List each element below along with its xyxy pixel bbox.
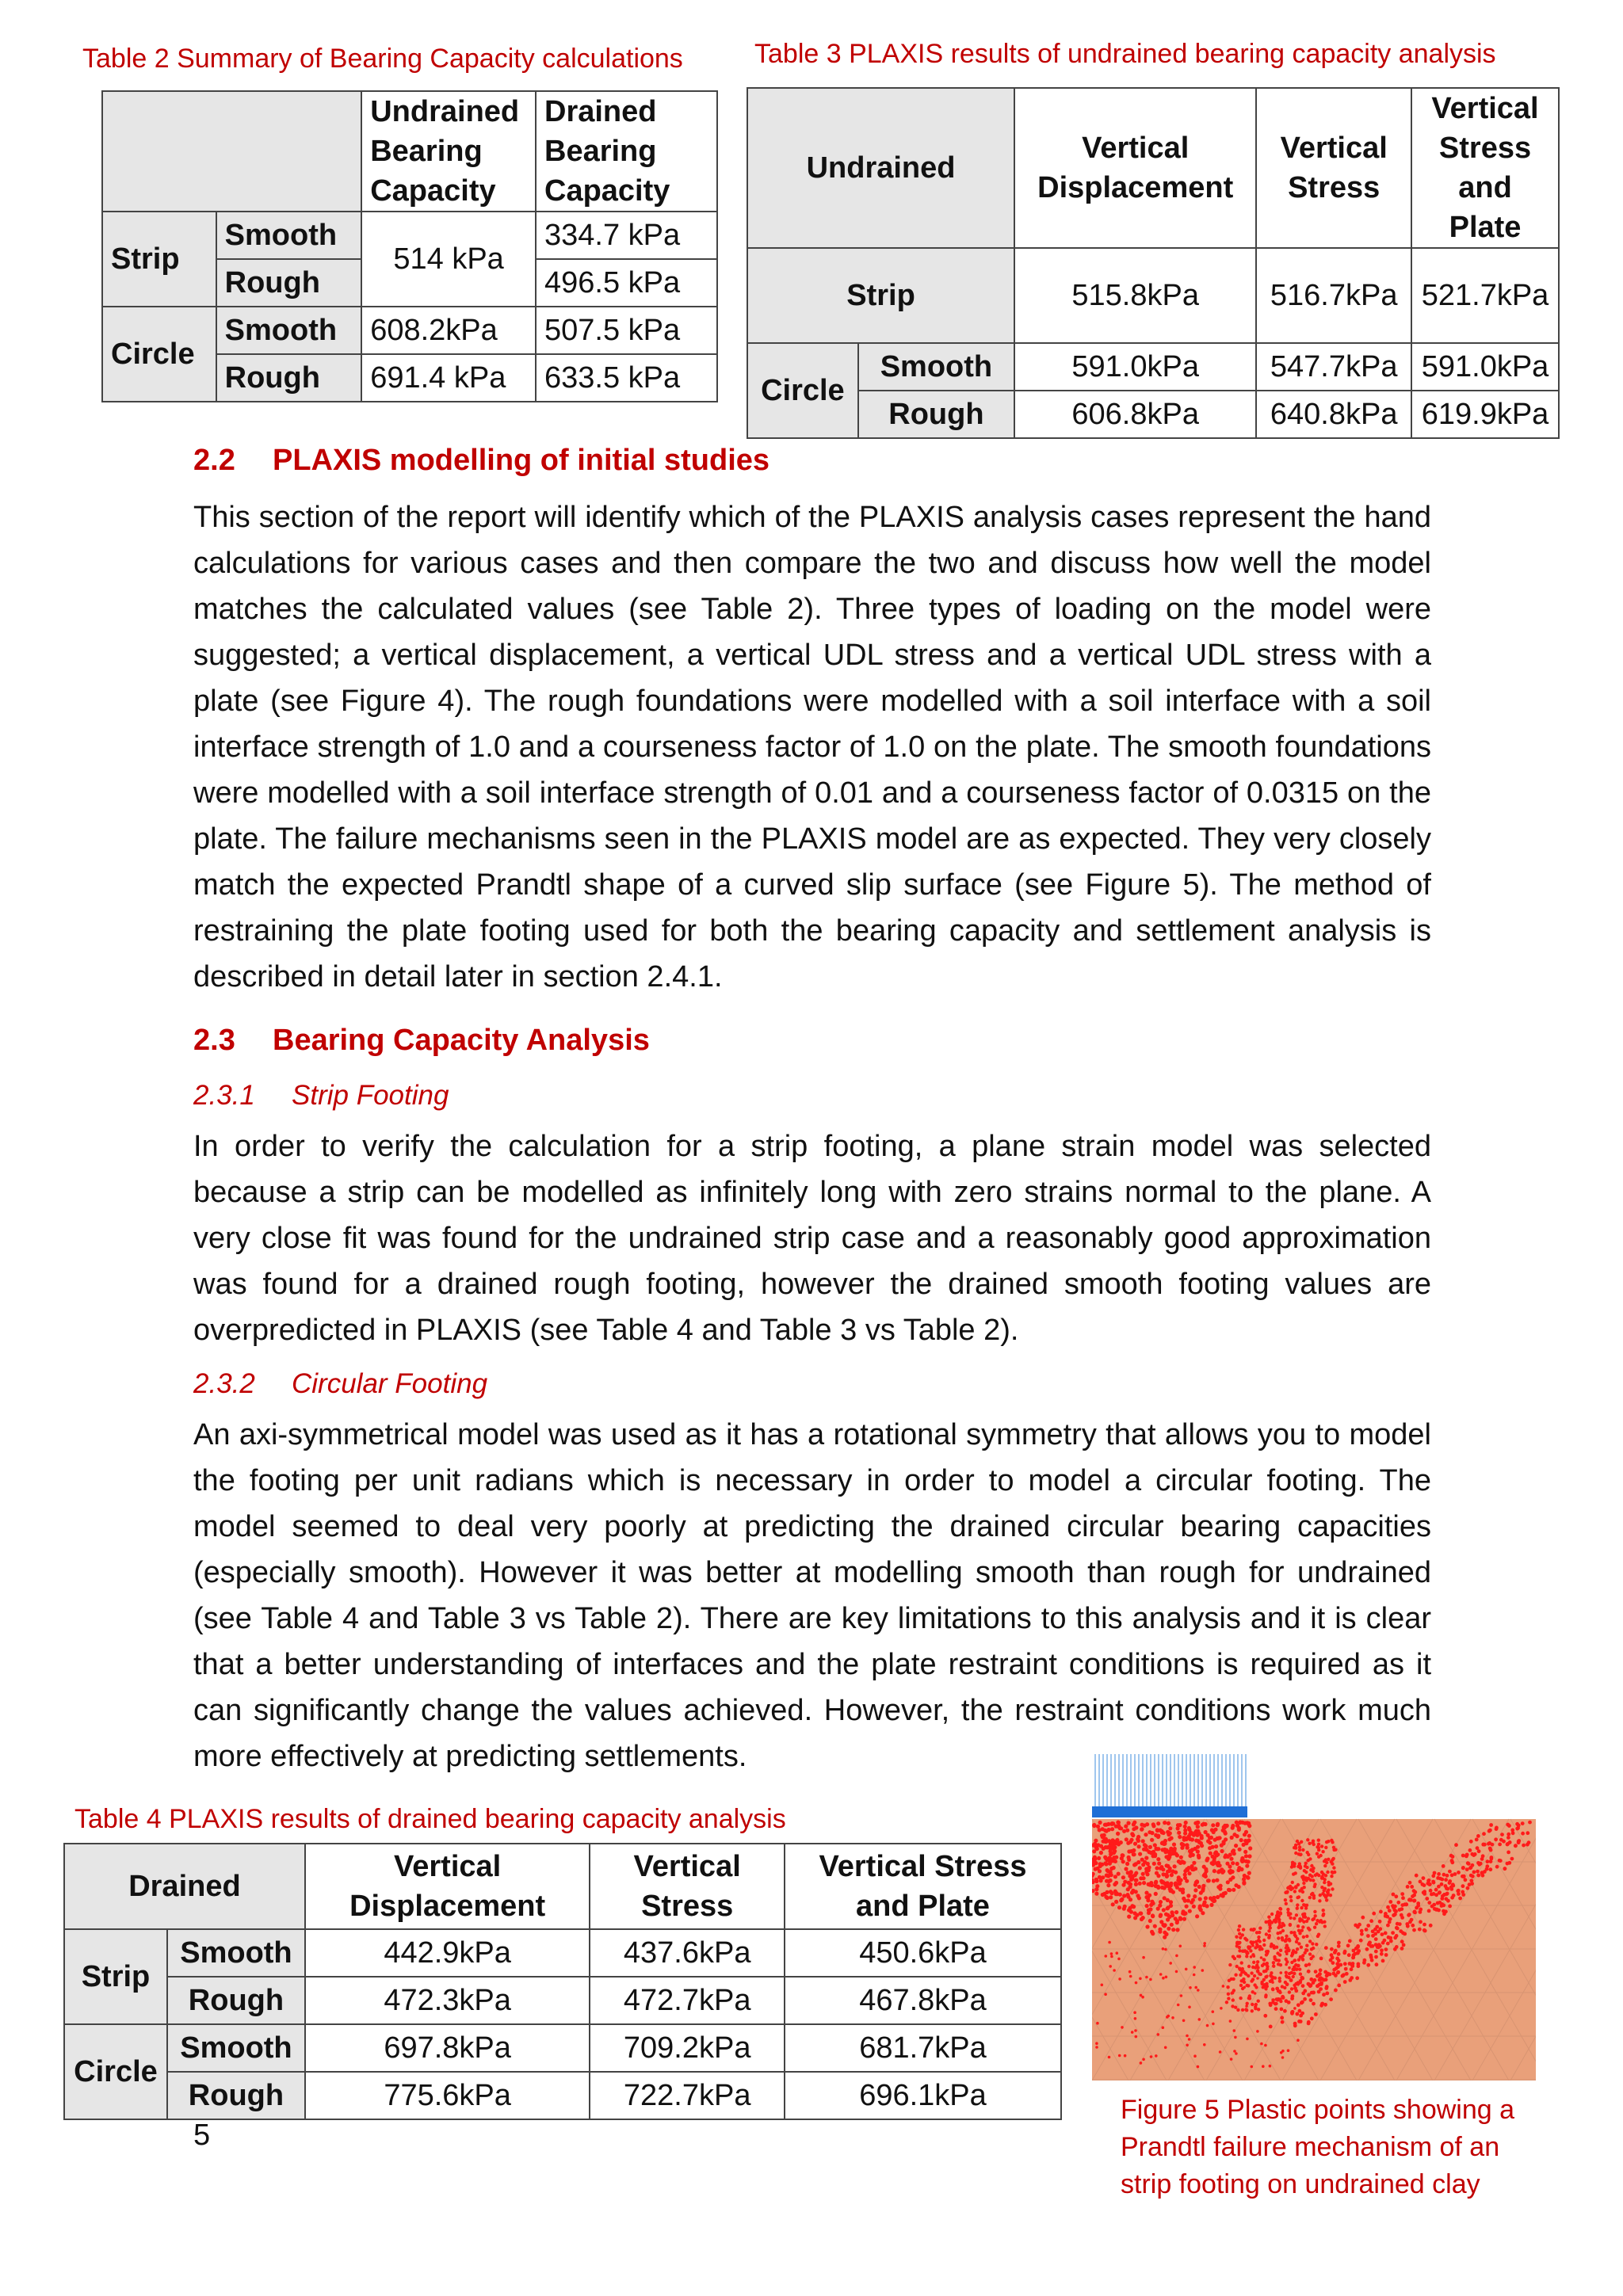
table2-cell: 496.5 kPa bbox=[536, 259, 717, 307]
table2-cell: 608.2kPa bbox=[361, 307, 536, 354]
table4-corner: Drained bbox=[64, 1844, 305, 1929]
table4-row-label: Smooth bbox=[167, 2024, 305, 2072]
table4-cell: 709.2kPa bbox=[590, 2024, 785, 2072]
page-number: 5 bbox=[193, 2119, 211, 2152]
table2 bbox=[101, 90, 718, 402]
table2-cell: 507.5 kPa bbox=[536, 307, 717, 354]
table3-cell: 515.8kPa bbox=[1014, 248, 1256, 343]
table4-cell: 437.6kPa bbox=[590, 1929, 785, 1977]
table4-group-label: Strip bbox=[64, 1929, 167, 2024]
subsection-title: Circular Footing bbox=[292, 1368, 488, 1399]
table4-col-header: Vertical Stress bbox=[590, 1844, 785, 1929]
footing-plate bbox=[1092, 1806, 1247, 1817]
table3-cell: 640.8kPa bbox=[1256, 391, 1411, 438]
table2-col-header: Drained Bearing Capacity bbox=[536, 91, 717, 212]
subsection-number: 2.3.1 bbox=[193, 1080, 255, 1111]
subsection-number: 2.3.2 bbox=[193, 1368, 255, 1399]
table4-cell: 681.7kPa bbox=[785, 2024, 1061, 2072]
load-arrows bbox=[1095, 1754, 1246, 1806]
table3-col-header: Vertical Stress bbox=[1256, 88, 1411, 248]
table3-col-header: Vertical Stress and Plate bbox=[1411, 88, 1559, 248]
table4-caption: Table 4 PLAXIS results of drained bearing capacity analysis bbox=[74, 1804, 786, 1834]
table3-cell: 591.0kPa bbox=[1014, 343, 1256, 391]
table3-cell: 591.0kPa bbox=[1411, 343, 1559, 391]
table3-row-label: Strip bbox=[747, 248, 1014, 343]
section-heading bbox=[193, 442, 769, 479]
table2-row-label: Smooth bbox=[216, 212, 362, 259]
table4-row-label: Rough bbox=[167, 1977, 305, 2024]
table3-cell: 516.7kPa bbox=[1256, 248, 1411, 343]
table3-corner: Undrained bbox=[747, 88, 1014, 248]
table4-cell: 697.8kPa bbox=[305, 2024, 590, 2072]
table2-row-label: Smooth bbox=[216, 307, 362, 354]
table3-cell: 521.7kPa bbox=[1411, 248, 1559, 343]
table2-cell: 514 kPa bbox=[361, 212, 536, 307]
table4-cell: 472.7kPa bbox=[590, 1977, 785, 2024]
table4-row-label: Smooth bbox=[167, 1929, 305, 1977]
table4-cell: 696.1kPa bbox=[785, 2072, 1061, 2119]
table4-group-label: Circle bbox=[64, 2024, 167, 2119]
section-title: PLAXIS modelling of initial studies bbox=[273, 444, 770, 477]
subsection-title: Strip Footing bbox=[292, 1080, 449, 1111]
table2-cell: 334.7 kPa bbox=[536, 212, 717, 259]
table2-cell: 633.5 kPa bbox=[536, 354, 717, 402]
table2-cell: 691.4 kPa bbox=[361, 354, 536, 402]
table2-corner bbox=[102, 91, 361, 212]
section-number: 2.3 bbox=[193, 1024, 235, 1057]
section-heading bbox=[193, 1022, 650, 1058]
table3 bbox=[747, 87, 1560, 439]
table3-cell: 606.8kPa bbox=[1014, 391, 1256, 438]
table4-cell: 775.6kPa bbox=[305, 2072, 590, 2119]
table4-col-header: Vertical Stress and Plate bbox=[785, 1844, 1061, 1929]
table3-row-label: Smooth bbox=[858, 343, 1014, 391]
table3-col-header: Vertical Displacement bbox=[1014, 88, 1256, 248]
table3-row-label: Rough bbox=[858, 391, 1014, 438]
table4-cell: 472.3kPa bbox=[305, 1977, 590, 2024]
table2-col-header: Undrained Bearing Capacity bbox=[361, 91, 536, 212]
table2-caption: Table 2 Summary of Bearing Capacity calculations bbox=[82, 44, 683, 74]
table4-cell: 722.7kPa bbox=[590, 2072, 785, 2119]
table3-cell: 547.7kPa bbox=[1256, 343, 1411, 391]
table2-group-label: Strip bbox=[102, 212, 216, 307]
table3-caption: Table 3 PLAXIS results of undrained bearing capacity analysis bbox=[754, 39, 1496, 69]
table2-row-label: Rough bbox=[216, 259, 362, 307]
table4-row-label: Rough bbox=[167, 2072, 305, 2119]
figure5-plastic-points-image bbox=[1092, 1751, 1536, 2081]
table4-cell: 442.9kPa bbox=[305, 1929, 590, 1977]
table4-cell: 467.8kPa bbox=[785, 1977, 1061, 2024]
table2-group-label: Circle bbox=[102, 307, 216, 402]
table4-col-header: Vertical Displacement bbox=[305, 1844, 590, 1929]
body-paragraph: This section of the report will identify which of the PLAXIS analysis cases represent the hand calculations for various cases and then compare the two and discuss how well the model matches the calculated values (see Table 2). Three types of loading on the model were suggested; a vertical displacement, a vertical UDL stress and a vertical UDL stress with a plate (see Figure 4). The rough foundations were modelled with a soil interface with a soil interface strength of 1.0 and a courseness factor of 1.0 on the plate. The smooth foundations were modelled with a soil interface strength of 0.01 and a courseness factor of 0.0315 on the plate. The failure mechanisms seen in the PLAXIS model are as expected. They very closely match the expected Prandtl shape of a curved slip surface (see Figure 5). The method of restraining the plate footing used for both the bearing capacity and settlement analysis is described in detail later in section 2.4.1. bbox=[193, 501, 1431, 994]
subsection-heading bbox=[193, 1079, 449, 1112]
section-title: Bearing Capacity Analysis bbox=[273, 1024, 650, 1057]
table4 bbox=[63, 1843, 1062, 2120]
figure5-caption: Figure 5 Plastic points showing a Prandtl failure mechanism of an strip footing on undrained clay bbox=[1121, 2095, 1515, 2199]
table3-cell: 619.9kPa bbox=[1411, 391, 1559, 438]
body-paragraph: An axi-symmetrical model was used as it has a rotational symmetry that allows you to model the footing per unit radians which is necessary in order to model a circular footing. The model seemed to deal very poorly at predicting the drained circular bearing capacities (especially smooth). However it was better at modelling smooth than rough for undrained (see Table 4 and Table 3 vs Table 2). There are key limitations to this analysis and it is clear that a better understanding of interfaces and the plate restraint conditions is required as it can significantly change the values achieved. However, the restraint conditions work much more effectively at predicting settlements. bbox=[193, 1418, 1431, 1773]
body-paragraph: In order to verify the calculation for a strip footing, a plane strain model was selected because a strip can be modelled as infinitely long with zero strains normal to the plane. A very close fit was found for the undrained strip case and a reasonably good approximation was found for a drained rough footing, however the drained smooth footing values are overpredicted in PLAXIS (see Table 4 and Table 3 vs Table 2). bbox=[193, 1130, 1431, 1347]
subsection-heading bbox=[193, 1367, 487, 1401]
table4-cell: 450.6kPa bbox=[785, 1929, 1061, 1977]
table2-row-label: Rough bbox=[216, 354, 362, 402]
section-number: 2.2 bbox=[193, 444, 235, 477]
table3-group-label: Circle bbox=[747, 343, 858, 438]
